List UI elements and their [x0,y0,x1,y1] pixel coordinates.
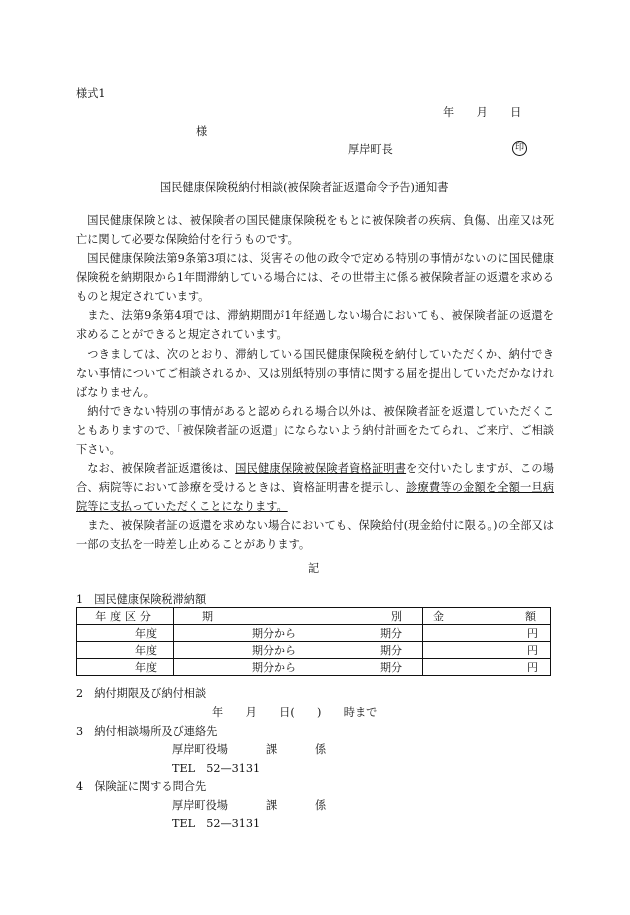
section-4-tel: TEL 52—3131 [172,817,261,830]
section-4-heading: 4 保険証に関する問合先 [76,780,207,793]
paragraph-6 [76,459,554,517]
section-3-tel: TEL 52—3131 [172,762,261,775]
table-row: 年度 期分から 期分 円 [77,659,551,676]
section-2-heading: 2 納付期限及び納付相談 [76,687,207,700]
section-4-office: 厚岸町役場 [172,799,228,812]
date-line: 年 月 日 [443,106,522,119]
seal-mark [512,140,527,156]
section-3-office: 厚岸町役場 [172,743,228,756]
paragraph-6-text-b: を交付いたしますが、この場合、病院等において診療を受けるときは、資格証明書を提示し、 [76,462,554,495]
header-year: 年度区分 [77,608,174,625]
table-row: 年度 期分から 期分 円 [77,642,551,659]
header-amount: 金 額 [423,608,551,625]
ki-heading: 記 [308,562,320,575]
paragraph-5: 納付できない特別の事情があると認められる場合以外は、被保険者証を返還していただくこともありますので、「被保険者証の返還」にならないよう納付計画をたてられ、ご来庁、ご相談下さい。 [76,405,554,457]
section-3-kakari: 係 [315,743,327,756]
paragraph-1: 国民健康保険とは、被保険者の国民健康保険税をもとに被保険者の疾病、負傷、出産又は死亡に関して必要な保険給付を行うものです。 [76,214,554,247]
paragraph-2: 国民健康保険法第9条第3項には、災害その他の政令で定める特別の事情がないのに国民健康保険税を納期限から1年間滞納している場合には、その世帯主に係る被保険者証の返還を求めるものと規定されています。 [76,252,554,304]
issuer: 厚岸町長 [348,143,393,156]
section-3-ka: 課 [266,743,278,756]
arrears-table [76,607,551,676]
certificate-name: 国民健康保険被保険者資格証明書 [235,462,407,475]
table-row: 年度 期分から 期分 円 [77,625,551,642]
table-header-row [77,608,551,625]
full-payment-notice: 診療費等の金額を全額一旦病院等に支払っていただくことになります。 [76,481,554,514]
section-3-heading: 3 納付相談場所及び連絡先 [76,725,218,738]
section-4-kakari: 係 [315,799,327,812]
paragraph-3: また、法第9条第4項では、滞納期間が1年経過しない場合においても、被保険者証の返還を求めることができると規定されています。 [76,309,554,342]
deadline-line: 年 月 日( ) 時まで [212,706,378,719]
document-title: 国民健康保険税納付相談(被保険者証返還命令予告)通知書 [160,181,449,194]
addressee-suffix: 様 [196,125,208,138]
header-period: 期 別 [174,608,423,625]
seal-icon: 印 [512,141,527,156]
form-label: 様式1 [76,87,106,100]
section-1-heading: 1 国民健康保険税滞納額 [76,593,207,606]
section-4-ka: 課 [266,799,278,812]
paragraph-4: つきましては、次のとおり、滞納している国民健康保険税を納付していただくか、納付できない事情についてご相談されるか、又は別紙特別の事情に関する届を提出していただかなければなりません。 [76,348,554,400]
paragraph-6-text-a: なお、被保険者証返還後は、 [87,462,236,475]
paragraph-7: また、被保険者証の返還を求めない場合においても、保険給付(現金給付に限る。)の全部又は一部の支払を一時差し止めることがあります。 [76,519,554,552]
